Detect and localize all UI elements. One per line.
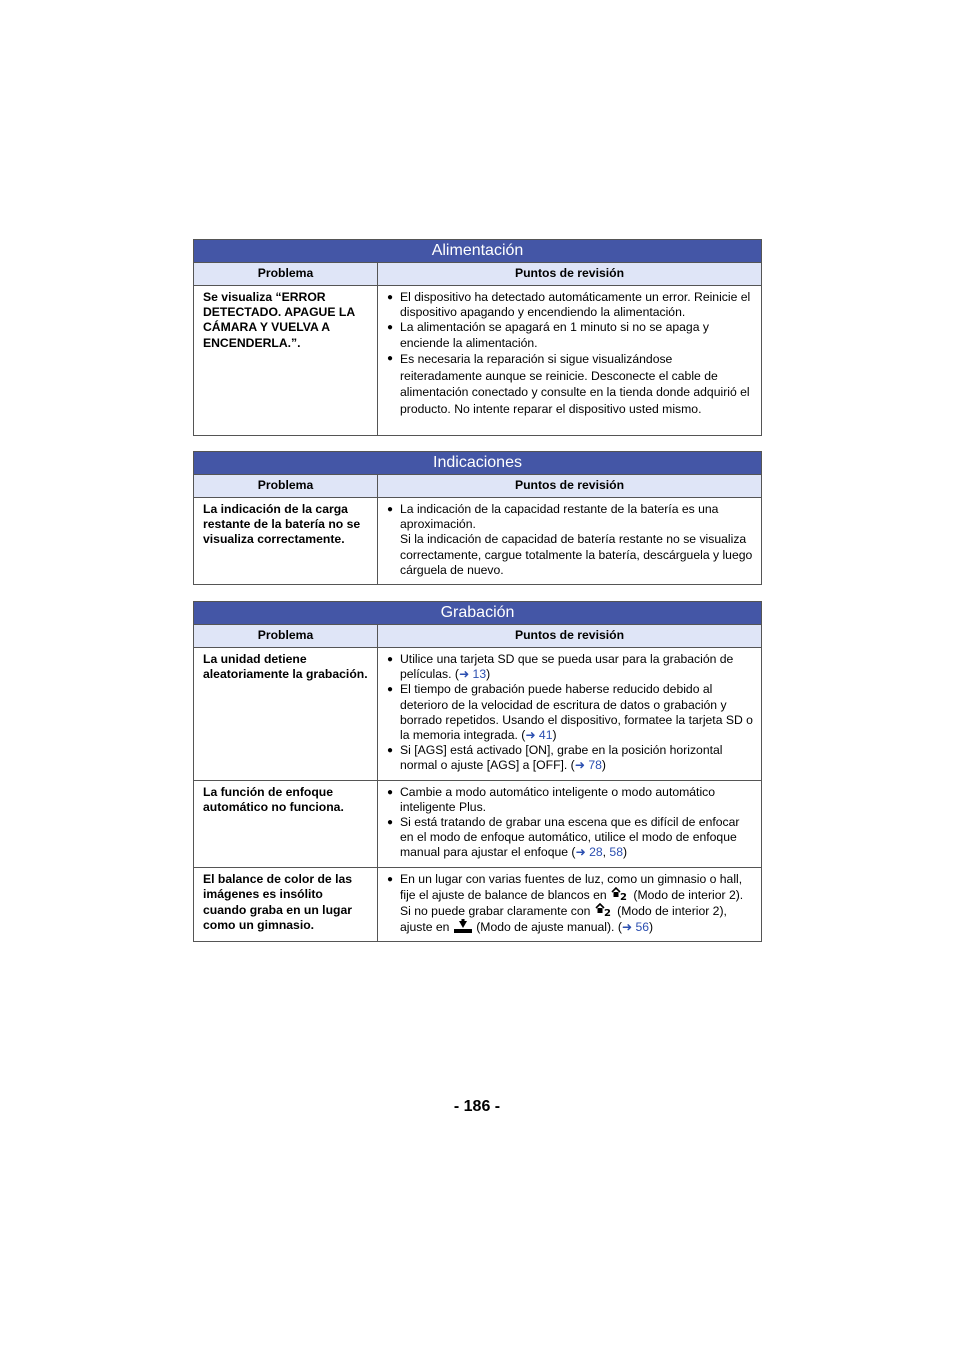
grabacion-table (193, 601, 762, 942)
section-title: Alimentación (194, 240, 762, 263)
section-title: Grabación (194, 602, 762, 625)
svg-text:2: 2 (620, 891, 628, 902)
column-header-checks: Puntos de revisión (378, 475, 762, 498)
svg-text:2: 2 (603, 908, 611, 919)
bullet-icon: ● (387, 504, 394, 515)
indicaciones-table (193, 451, 762, 585)
page-reference-link[interactable]: ➜ 41 (525, 728, 553, 743)
page-reference-link[interactable]: ➜ 78 (574, 758, 602, 773)
checks-cell (378, 648, 762, 781)
checks-cell (378, 780, 762, 867)
page-reference-link[interactable]: 58 (609, 845, 623, 860)
checks-cell (378, 498, 762, 585)
page-reference-link[interactable]: ➜ 13 (458, 667, 487, 682)
checks-cell (378, 867, 762, 942)
alimentacion-table (193, 239, 762, 436)
column-header-problem: Problema (194, 263, 378, 286)
page-reference-link[interactable]: ➜ 28 (575, 845, 603, 860)
list-item: ● En un lugar con varias fuentes de luz, como un gimnasio o hall, fije el ajuste de balance de blancos en 2 (Modo de interior 2). Si no puede grabar claramente con 2 (Modo de interior 2), ajuste en (Modo de ajuste manual). (➜ 56) (387, 871, 744, 935)
indoor-mode-2-icon (594, 903, 614, 918)
checks-cell (378, 286, 762, 436)
table-row (194, 780, 762, 867)
list-item: ● El tiempo de grabación puede haberse reducido debido al deterioro de la velocidad de escritura de datos o grabación y borrado repetidos. Usando el dispositivo, formatee la tarjeta SD o la memoria integrada. (➜ 41) (387, 682, 753, 743)
problem-cell: La unidad detiene aleatoriamente la grabación. (194, 648, 378, 781)
list-item: ● El dispositivo ha detectado automáticamente un error. Reinicie el dispositivo apagando y encendiendo la alimentación. (387, 290, 751, 320)
list-item: ● La indicación de la capacidad restante de la batería es una aproximación. Si la indicación de capacidad de batería restante no se visualiza correctamente, cargue totalmente la batería, descárguela y luego cárguela de nuevo. (387, 502, 753, 577)
bullet-icon: ● (387, 292, 394, 303)
manual-white-balance-icon (453, 919, 473, 934)
section-title: Indicaciones (194, 452, 762, 475)
list-item: ● Es necesaria la reparación si sigue visualizándose reiteradamente aunque se reinicie. Desconecte el cable de alimentación conectado y consulte en la tienda donde adquirió el producto. No intente reparar el dispositivo usted mismo. (387, 351, 750, 417)
page-number: - 186 - (453, 1098, 501, 1115)
list-item: ● Cambie a modo automático inteligente o modo automático inteligente Plus. (387, 784, 716, 814)
indoor-mode-2-icon (610, 887, 630, 902)
page-reference-link[interactable]: ➜ 56 (621, 920, 650, 935)
table-row (194, 867, 762, 942)
bullet-icon: ● (387, 817, 394, 829)
table-row (194, 498, 762, 585)
bullet-icon: ● (387, 786, 394, 798)
table-row (194, 648, 762, 781)
list-item: ● La alimentación se apagará en 1 minuto si no se apaga y enciende la alimentación. (387, 320, 709, 350)
column-header-checks: Puntos de revisión (378, 263, 762, 286)
problem-cell: El balance de color de las imágenes es insólito cuando graba en un lugar como un gimnasio. (194, 867, 378, 942)
problem-cell: La indicación de la carga restante de la batería no se visualiza correctamente. (194, 498, 378, 585)
problem-cell: Se visualiza “ERROR DETECTADO. APAGUE LA CÁMARA Y VUELVA A ENCENDERLA.”. (194, 286, 378, 436)
column-header-checks: Puntos de revisión (378, 625, 762, 648)
column-header-problem: Problema (194, 475, 378, 498)
list-item: ● Si está tratando de grabar una escena que es difícil de enfocar en el modo de enfoque automático, utilice el modo de enfoque manual para ajustar el enfoque (➜ 28, 58) (387, 815, 740, 860)
bullet-icon: ● (387, 654, 394, 665)
list-item: ● Utilice una tarjeta SD que se pueda usar para la grabación de películas. (➜ 13) (387, 652, 734, 682)
list-item: ● Si [AGS] está activado [ON], grabe en la posición horizontal normal o ajuste [AGS] a [OFF]. (➜ 78) (387, 743, 723, 773)
bullet-icon: ● (387, 322, 394, 334)
bullet-icon: ● (387, 684, 394, 696)
problem-cell: La función de enfoque automático no funciona. (194, 780, 378, 867)
table-row (194, 286, 762, 436)
bullet-icon: ● (387, 745, 394, 757)
bullet-icon: ● (387, 352, 394, 364)
column-header-problem: Problema (194, 625, 378, 648)
bullet-icon: ● (387, 873, 394, 885)
